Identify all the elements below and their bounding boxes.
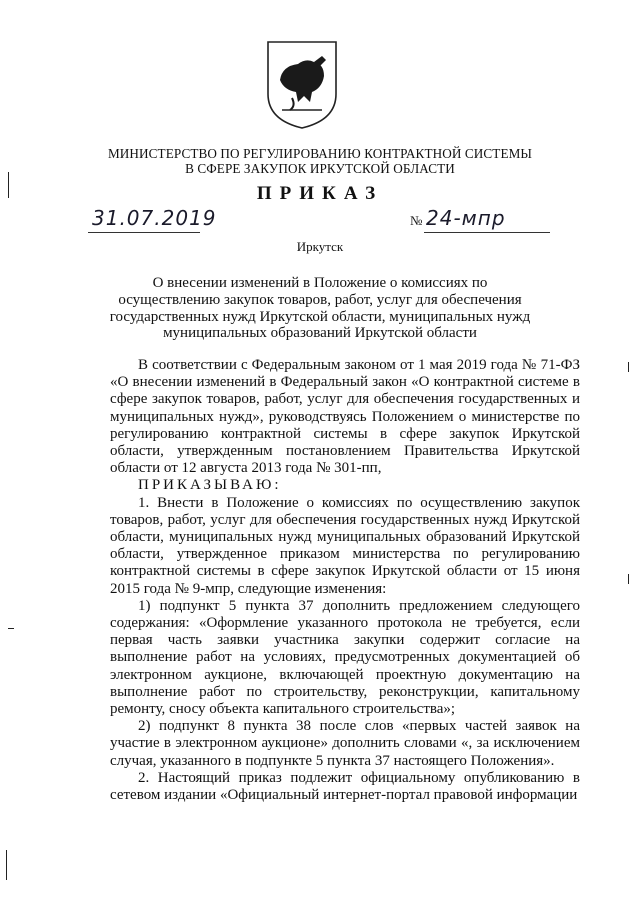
order-word: ПРИКАЗЫВАЮ: [138,477,282,494]
scan-mark [628,362,629,372]
ministry-line-2: В СФЕРЕ ЗАКУПОК ИРКУТСКОЙ ОБЛАСТИ [185,161,455,176]
item-2-paragraph: 2. Настоящий приказ подлежит официальному опубликованию в сетевом издании «Официальный интернет-портал правовой информации [110,769,580,804]
item-1-paragraph: 1. Внести в Положение о комиссиях по осуществлению закупок товаров, работ, услуг для обеспечения государственных нужд Иркутской области, муниципальных нужд муниципальных образований Иркутской области, утвержденное приказом министерства по регулированию контрактной системы в сфере закупок Иркутской области от 15 июня 2015 года № 9-мпр, следующие изменения: [110,494,580,597]
ministry-name [40,146,600,176]
order-heading [100,275,540,342]
heading-line-3: государственных нужд Иркутской области, муниципальных нужд [109,308,531,325]
coat-of-arms-icon [262,36,342,132]
item-1-2-paragraph: 2) подпункт 8 пункта 38 после слов «первых частей заявок на участие в электронном аукционе» дополнить словами «, за исключением случая, указанного в подпункте 5 пункта 37 настоящего Положения». [110,718,580,769]
document-type-title: ПРИКАЗ [256,183,384,204]
order-number: 24-мпр [426,206,506,230]
ministry-line-1: МИНИСТЕРСТВО ПО РЕГУЛИРОВАНИЮ КОНТРАКТНОЙ СИСТЕМЫ [107,146,533,161]
number-sign: № [410,213,423,228]
heading-line-4: муниципальных образований Иркутской области [163,325,477,342]
order-date: 31.07.2019 [92,206,217,230]
scan-mark [628,574,629,584]
heading-line-1: О внесении изменений в Положение о комиссиях по [152,275,488,291]
scan-mark [8,172,9,198]
date-underline [88,232,200,233]
item-1-1-paragraph: 1) подпункт 5 пункта 37 дополнить предложением следующего содержания: «Оформление указанного протокола не требуется, если первая часть заявки участника закупки содержит согласие на выполнение работ на условиях, предусмотренных документацией об электронном аукционе, включающей проектную документацию на выполнение работ по строительству, реконструкции, капитальному ремонту, сносу объекта капитального строительства»; [110,597,580,718]
order-body [110,357,580,804]
scan-mark [6,850,7,880]
preamble-paragraph: В соответствии с Федеральным законом от 1 мая 2019 года № 71-ФЗ «О внесении изменений в Федеральный закон «О контрактной системе в сфере закупок товаров, работ, услуг для обеспечения государственных и муниципальных нужд», руководствуясь Положением о министерстве по регулированию контрактной системы в сфере закупок Иркутской области, утвержденным постановлением Правительства Иркутской области от 12 августа 2013 года № 301-пп, [110,357,580,477]
scan-mark [8,628,14,629]
heading-line-2: осуществлению закупок товаров, работ, услуг для обеспечения [118,291,522,308]
city-label: Иркутск [296,239,344,254]
number-underline [424,232,550,233]
